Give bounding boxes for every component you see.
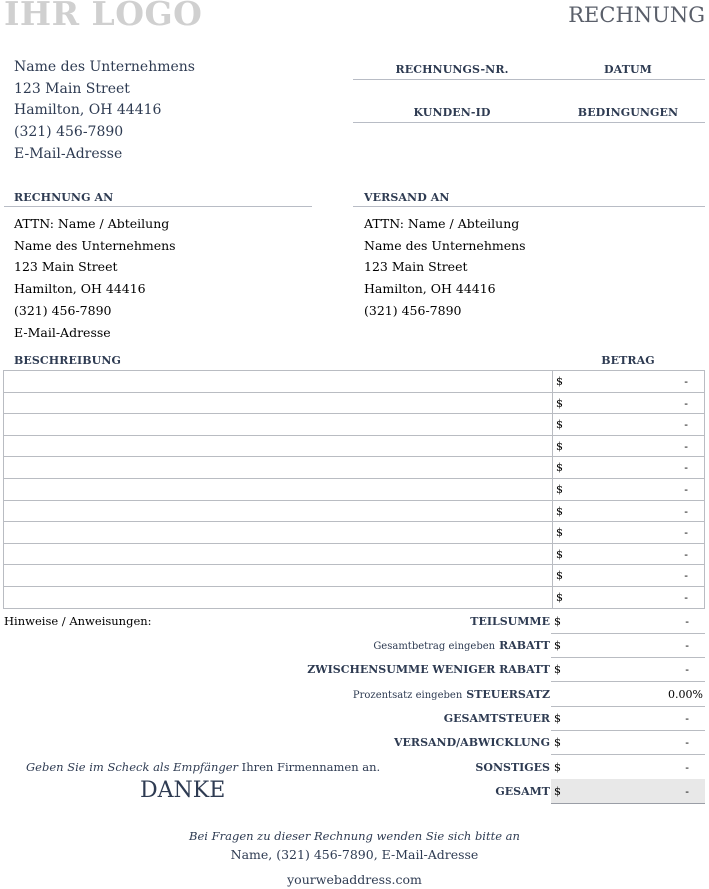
item-amount-value: - — [684, 396, 688, 410]
item-amount-value: - — [684, 482, 688, 496]
currency-symbol: $ — [554, 785, 561, 798]
item-description-cell[interactable] — [4, 414, 553, 436]
bill-to-address — [14, 213, 176, 343]
bill-to-email: E-Mail-Adresse — [14, 324, 111, 340]
amount-header: BETRAG — [601, 354, 655, 367]
item-row — [4, 435, 705, 457]
total-cell[interactable] — [551, 779, 705, 804]
currency-symbol: $ — [556, 482, 563, 496]
item-amount-cell[interactable] — [553, 543, 705, 565]
other-label: SONSTIGES — [475, 761, 550, 774]
terms-label: BEDINGUNGEN — [577, 106, 679, 119]
check-note-rest: Ihren Firmennamen an. — [241, 760, 381, 774]
tax-rate-value: 0.00% — [668, 688, 703, 701]
item-amount-value: - — [684, 461, 688, 475]
item-amount-value: - — [684, 375, 688, 388]
company-address — [14, 57, 195, 166]
bill-to-divider — [4, 206, 312, 207]
shipping-cell[interactable] — [551, 730, 705, 755]
ship-to-divider — [353, 206, 705, 207]
company-street: 123 Main Street — [14, 80, 130, 97]
currency-symbol: $ — [556, 418, 563, 432]
shipping-value: - — [685, 736, 689, 749]
item-row — [4, 565, 705, 587]
item-description-cell[interactable] — [4, 392, 553, 414]
total-tax-label: GESAMTSTEUER — [443, 712, 550, 725]
currency-symbol: $ — [556, 439, 563, 453]
discount-label-text: RABATT — [499, 639, 550, 652]
item-amount-cell[interactable] — [553, 457, 705, 479]
customer-id-label: KUNDEN-ID — [413, 106, 491, 119]
ship-to-name: Name des Unternehmens — [364, 237, 526, 253]
item-amount-value: - — [684, 569, 688, 583]
items-table — [3, 370, 705, 609]
company-city: Hamilton, OH 44416 — [14, 102, 162, 119]
other-value: - — [685, 761, 689, 774]
item-amount-value: - — [684, 547, 688, 561]
currency-symbol: $ — [556, 396, 563, 410]
item-amount-cell[interactable] — [553, 414, 705, 436]
item-description-cell[interactable] — [4, 478, 553, 500]
item-amount-cell[interactable] — [553, 435, 705, 457]
ship-to-attn: ATTN: Name / Abteilung — [364, 216, 520, 231]
bill-to-city: Hamilton, OH 44416 — [14, 281, 146, 297]
item-amount-value: - — [684, 526, 688, 540]
date-label: DATUM — [604, 63, 652, 76]
meta-divider-1 — [353, 79, 705, 80]
discount-prefix: Gesamtbetrag eingeben — [373, 641, 496, 652]
check-note — [26, 760, 380, 774]
other-cell[interactable] — [551, 755, 705, 780]
shipping-row — [0, 730, 709, 754]
total-tax-row — [0, 706, 709, 730]
currency-symbol: $ — [556, 526, 563, 540]
item-description-cell[interactable] — [4, 371, 553, 393]
tax-rate-row — [0, 682, 709, 706]
currency-symbol: $ — [556, 375, 563, 388]
item-amount-value: - — [684, 504, 688, 518]
total-tax-cell[interactable] — [551, 706, 705, 731]
item-amount-value: - — [684, 590, 688, 604]
discount-label — [373, 639, 550, 652]
company-email: E-Mail-Adresse — [14, 145, 123, 162]
tax-rate-cell[interactable] — [551, 682, 705, 707]
item-amount-value: - — [684, 418, 688, 432]
currency-symbol: $ — [554, 639, 561, 652]
subtotal-value: - — [685, 615, 689, 628]
tax-rate-label-text: STEUERSATZ — [466, 688, 550, 701]
tax-rate-label — [353, 688, 550, 701]
footer-question: Bei Fragen zu dieser Rechnung wenden Sie sich bitte an — [189, 829, 520, 843]
item-description-cell[interactable] — [4, 543, 553, 565]
description-header: BESCHREIBUNG — [14, 354, 121, 367]
subtotal-less-discount-row — [0, 657, 709, 681]
item-amount-cell[interactable] — [553, 500, 705, 522]
item-row — [4, 457, 705, 479]
item-description-cell[interactable] — [4, 565, 553, 587]
footer-website[interactable]: yourwebaddress.com — [287, 872, 422, 887]
company-name: Name des Unternehmens — [14, 59, 195, 75]
currency-symbol: $ — [556, 569, 563, 583]
discount-cell[interactable] — [551, 633, 705, 658]
subtotal-less-discount-cell[interactable] — [551, 657, 705, 682]
subtotal-less-discount-value: - — [685, 663, 689, 676]
item-description-cell[interactable] — [4, 586, 553, 608]
currency-symbol: $ — [556, 590, 563, 604]
subtotal-label: TEILSUMME — [470, 615, 550, 628]
subtotal-less-discount-label: ZWISCHENSUMME WENIGER RABATT — [307, 663, 550, 676]
item-row — [4, 543, 705, 565]
item-row — [4, 371, 705, 393]
currency-symbol: $ — [554, 736, 561, 749]
discount-row — [0, 633, 709, 657]
item-row — [4, 522, 705, 544]
bill-to-phone: (321) 456-7890 — [14, 302, 112, 318]
item-amount-cell[interactable] — [553, 565, 705, 587]
total-tax-value: - — [685, 712, 689, 725]
currency-symbol: $ — [554, 712, 561, 725]
ship-to-heading: VERSAND AN — [364, 191, 450, 204]
item-description-cell[interactable] — [4, 457, 553, 479]
item-amount-cell[interactable] — [553, 371, 705, 393]
footer-contact: Name, (321) 456-7890, E-Mail-Adresse — [230, 847, 479, 862]
ship-to-street: 123 Main Street — [364, 259, 468, 275]
currency-symbol: $ — [554, 615, 561, 628]
subtotal-row — [0, 609, 709, 633]
invoice-number-label: RECHNUNGS-NR. — [395, 63, 509, 76]
item-amount-cell[interactable] — [553, 392, 705, 414]
currency-symbol: $ — [554, 663, 561, 676]
item-row — [4, 478, 705, 500]
item-amount-cell[interactable] — [553, 478, 705, 500]
item-amount-cell[interactable] — [553, 522, 705, 544]
currency-symbol: $ — [556, 461, 563, 475]
thanks-text: DANKE — [140, 778, 226, 803]
ship-to-address — [364, 213, 526, 322]
check-note-italic: Geben Sie im Scheck als Empfänger — [26, 760, 239, 774]
meta-divider-2 — [353, 122, 705, 123]
currency-symbol: $ — [554, 761, 561, 774]
item-row — [4, 414, 705, 436]
tax-rate-prefix: Prozentsatz eingeben — [352, 690, 463, 701]
invoice-title: RECHNUNG — [568, 3, 705, 27]
shipping-label: VERSAND/ABWICKLUNG — [394, 736, 550, 749]
subtotal-cell[interactable] — [551, 609, 705, 634]
item-description-cell[interactable] — [4, 500, 553, 522]
discount-value: - — [685, 639, 689, 652]
bill-to-attn: ATTN: Name / Abteilung — [14, 216, 170, 231]
currency-symbol: $ — [556, 504, 563, 518]
currency-symbol: $ — [556, 547, 563, 561]
logo-placeholder: IHR LOGO — [4, 0, 203, 33]
ship-to-city: Hamilton, OH 44416 — [364, 281, 496, 297]
item-amount-value: - — [684, 439, 688, 453]
item-row — [4, 500, 705, 522]
ship-to-phone: (321) 456-7890 — [364, 302, 462, 318]
item-row — [4, 392, 705, 414]
item-description-cell[interactable] — [4, 435, 553, 457]
bill-to-heading: RECHNUNG AN — [14, 191, 114, 204]
total-row — [0, 779, 709, 803]
item-amount-cell[interactable] — [553, 586, 705, 608]
notes-label: Hinweise / Anweisungen: — [4, 614, 152, 628]
bill-to-name: Name des Unternehmens — [14, 237, 176, 253]
bill-to-street: 123 Main Street — [14, 259, 118, 275]
company-phone: (321) 456-7890 — [14, 124, 124, 141]
total-label: GESAMT — [495, 785, 550, 798]
item-row — [4, 586, 705, 608]
total-value: - — [685, 785, 689, 798]
item-description-cell[interactable] — [4, 522, 553, 544]
